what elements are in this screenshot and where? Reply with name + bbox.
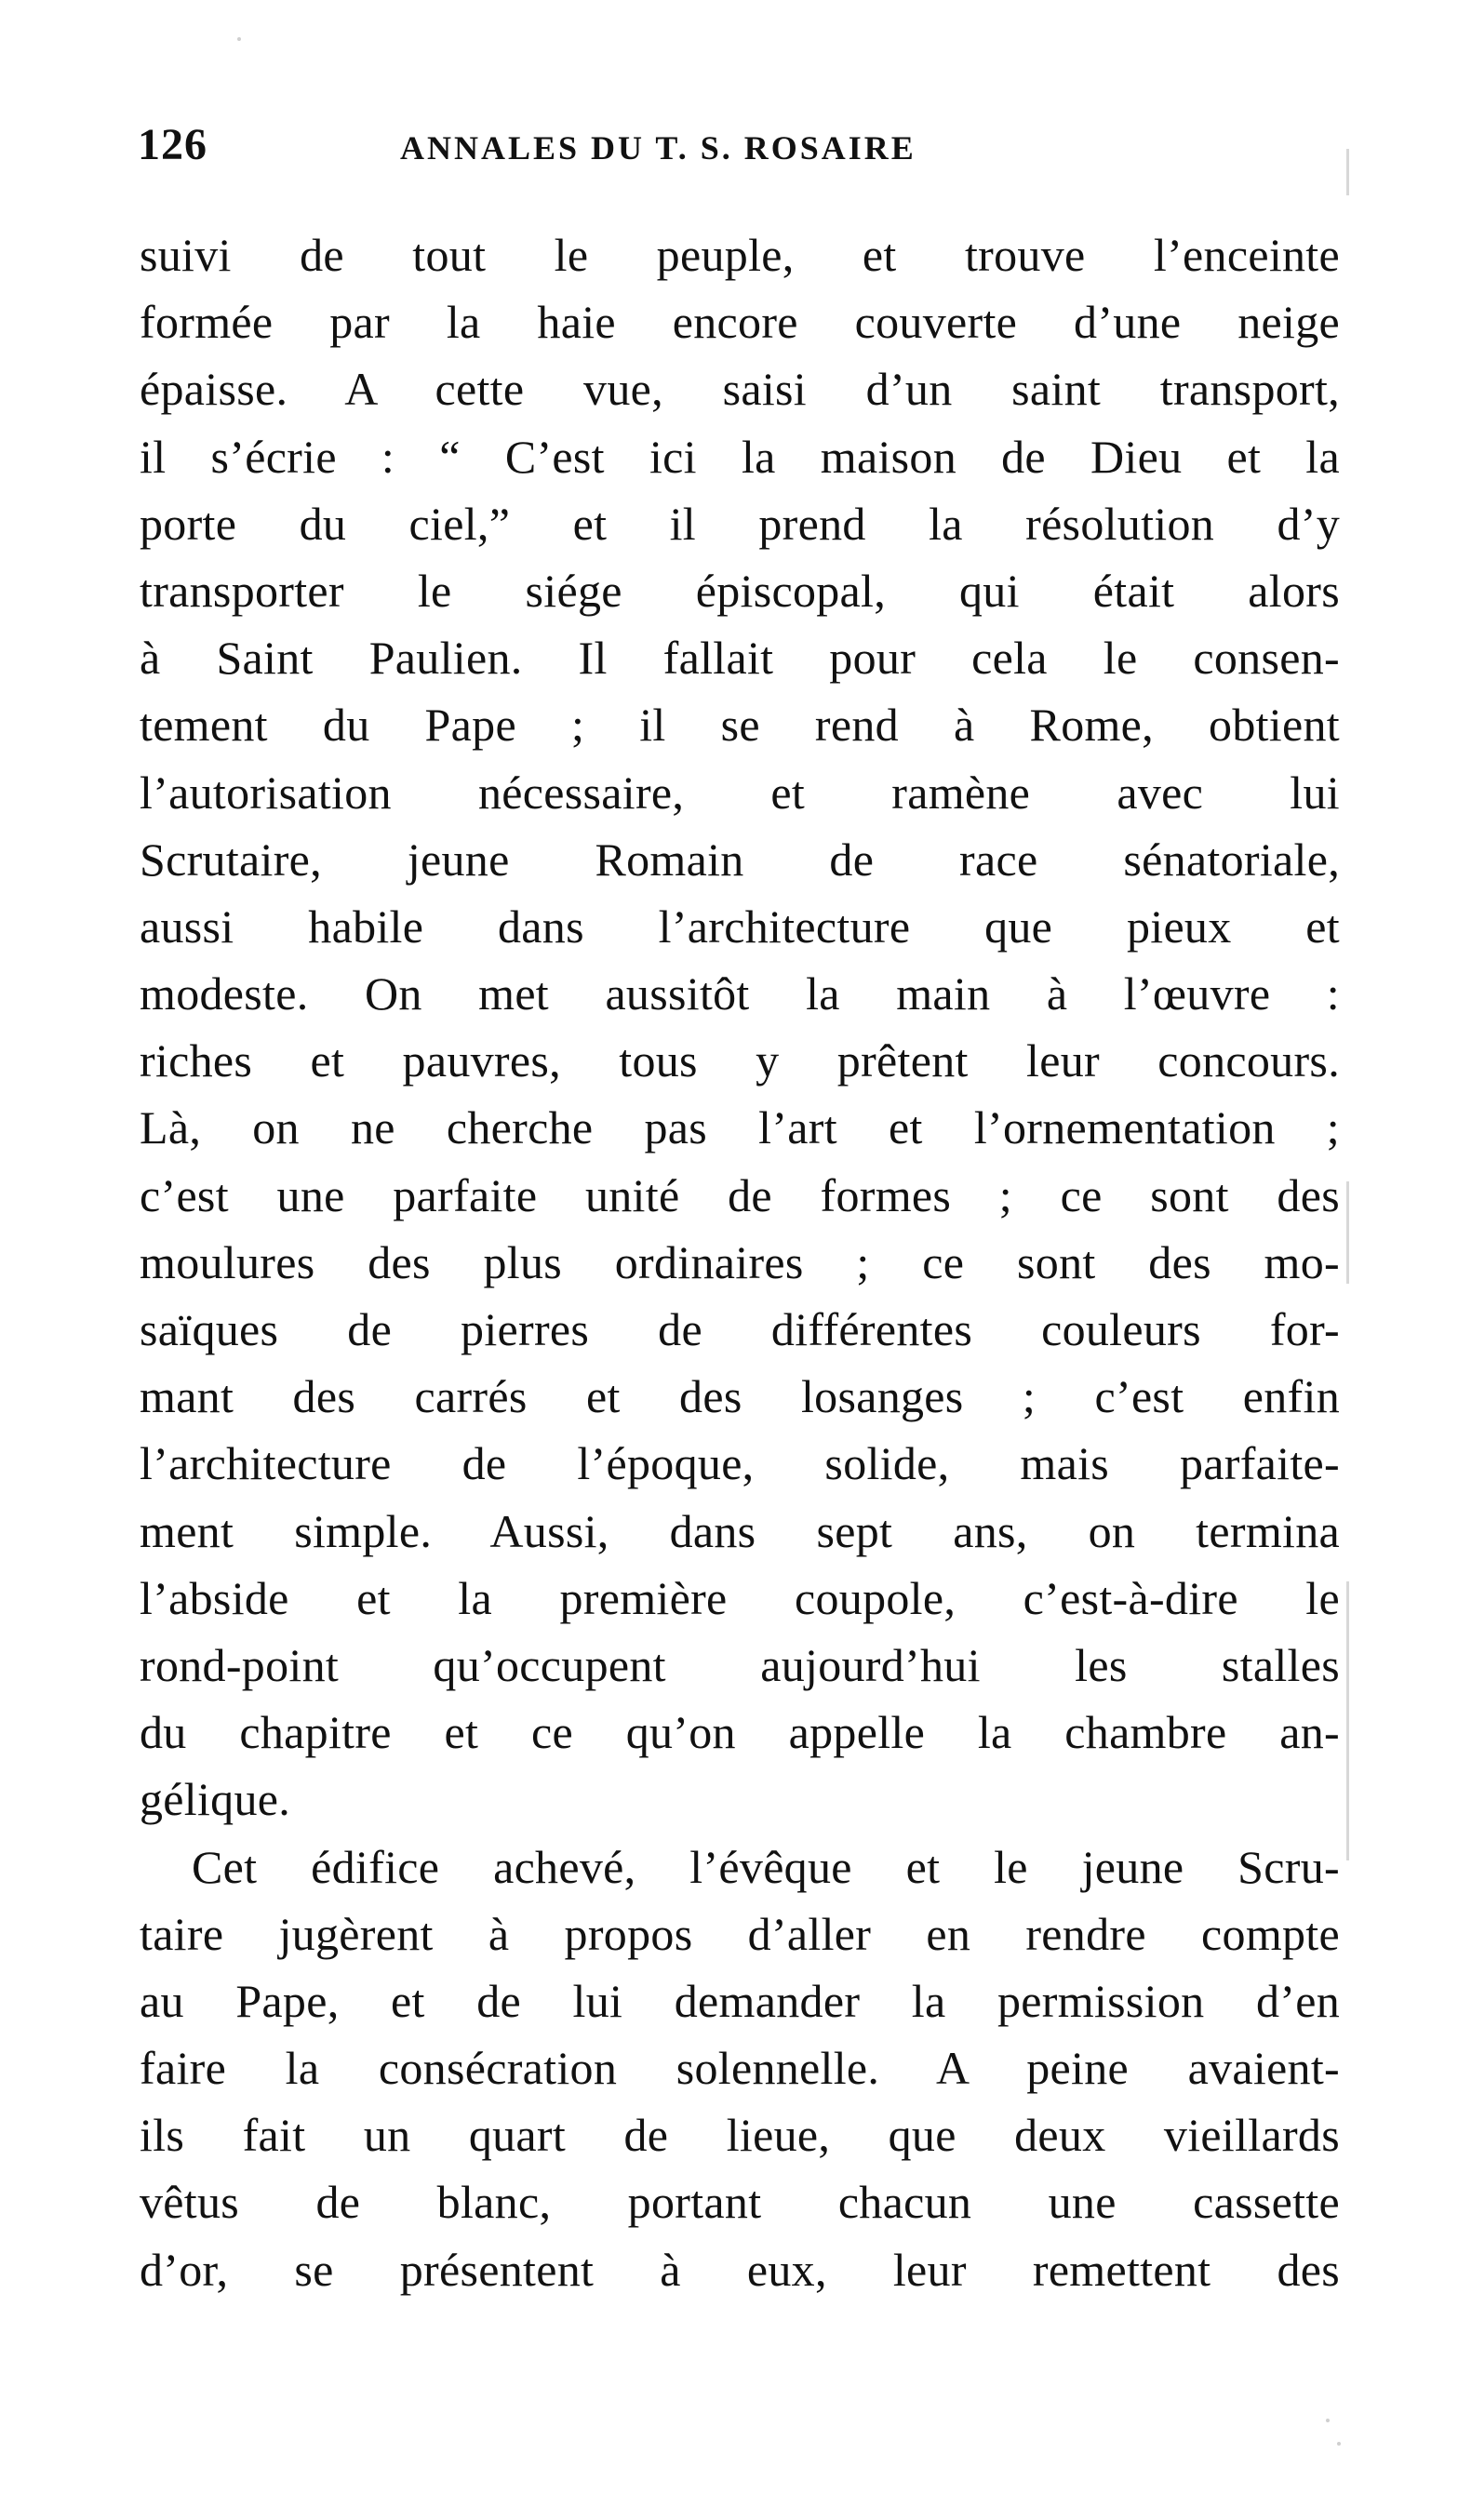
text-line: aussi habile dans l’architecture que pieux et xyxy=(140,900,1340,953)
margin-scan-mark xyxy=(1346,149,1349,195)
text-line: d’or, se présentent à eux, leur remettent des xyxy=(140,2243,1340,2296)
text-line: l’abside et la première coupole, c’est-à-dire le xyxy=(140,1571,1340,1624)
text-line: modeste. On met aussitôt la main à l’œuvre : xyxy=(140,967,1340,1020)
text-line: faire la consécration solennelle. A peine avaient- xyxy=(140,2042,1340,2095)
text-line: à Saint Paulien. Il fallait pour cela le consen- xyxy=(140,632,1340,685)
running-head xyxy=(138,119,1310,175)
text-line: ment simple. Aussi, dans sept ans, on termina xyxy=(140,1504,1340,1557)
text-line: formée par la haie encore couverte d’une neige xyxy=(140,296,1340,349)
text-line: ils fait un quart de lieue, que deux vieillards xyxy=(140,2109,1340,2162)
text-line: porte du ciel,” et il prend la résolution d’y xyxy=(140,497,1340,550)
journal-title: ANNALES DU T. S. ROSAIRE xyxy=(400,129,916,167)
text-line: saïques de pierres de différentes couleurs for- xyxy=(140,1303,1340,1355)
text-line: gélique. xyxy=(140,1773,291,1826)
text-line: Là, on ne cherche pas l’art et l’ornementation ; xyxy=(140,1101,1340,1154)
text-line: Cet édifice achevé, l’évêque et le jeune Scru- xyxy=(192,1840,1340,1893)
text-line: taire jugèrent à propos d’aller en rendre compte xyxy=(140,1907,1340,1960)
text-line: du chapitre et ce qu’on appelle la chambre an- xyxy=(140,1706,1340,1759)
text-line: mant des carrés et des losanges ; c’est enfin xyxy=(140,1370,1340,1423)
text-line: au Pape, et de lui demander la permission d’en xyxy=(140,1974,1340,2027)
text-line: vêtus de blanc, portant chacun une cassette xyxy=(140,2176,1340,2229)
text-line: l’architecture de l’époque, solide, mais parfaite- xyxy=(140,1437,1340,1490)
text-line: suivi de tout le peuple, et trouve l’enceinte xyxy=(140,229,1340,281)
scan-speck xyxy=(237,37,241,41)
body-text xyxy=(140,221,1340,2303)
text-line: épaisse. A cette vue, saisi d’un saint transport, xyxy=(140,363,1340,416)
margin-scan-mark xyxy=(1346,1581,1349,1860)
scan-speck xyxy=(1326,2419,1330,2422)
scan-speck xyxy=(1337,2442,1341,2446)
text-line: moulures des plus ordinaires ; ce sont des mo- xyxy=(140,1235,1340,1288)
text-line: tement du Pape ; il se rend à Rome, obtient xyxy=(140,699,1340,752)
text-line: c’est une parfaite unité de formes ; ce sont des xyxy=(140,1168,1340,1221)
text-line: il s’écrie : “ C’est ici la maison de Dieu et la xyxy=(140,430,1340,483)
margin-scan-mark xyxy=(1346,1181,1349,1284)
text-line: transporter le siége épiscopal, qui était alors xyxy=(140,564,1340,617)
text-line: Scrutaire, jeune Romain de race sénatoriale, xyxy=(140,833,1340,886)
page-number: 126 xyxy=(138,120,207,169)
text-line: riches et pauvres, tous y prêtent leur concours. xyxy=(140,1034,1340,1087)
text-line: l’autorisation nécessaire, et ramène avec lui xyxy=(140,766,1340,819)
text-line: rond-point qu’occupent aujourd’hui les stalles xyxy=(140,1638,1340,1691)
